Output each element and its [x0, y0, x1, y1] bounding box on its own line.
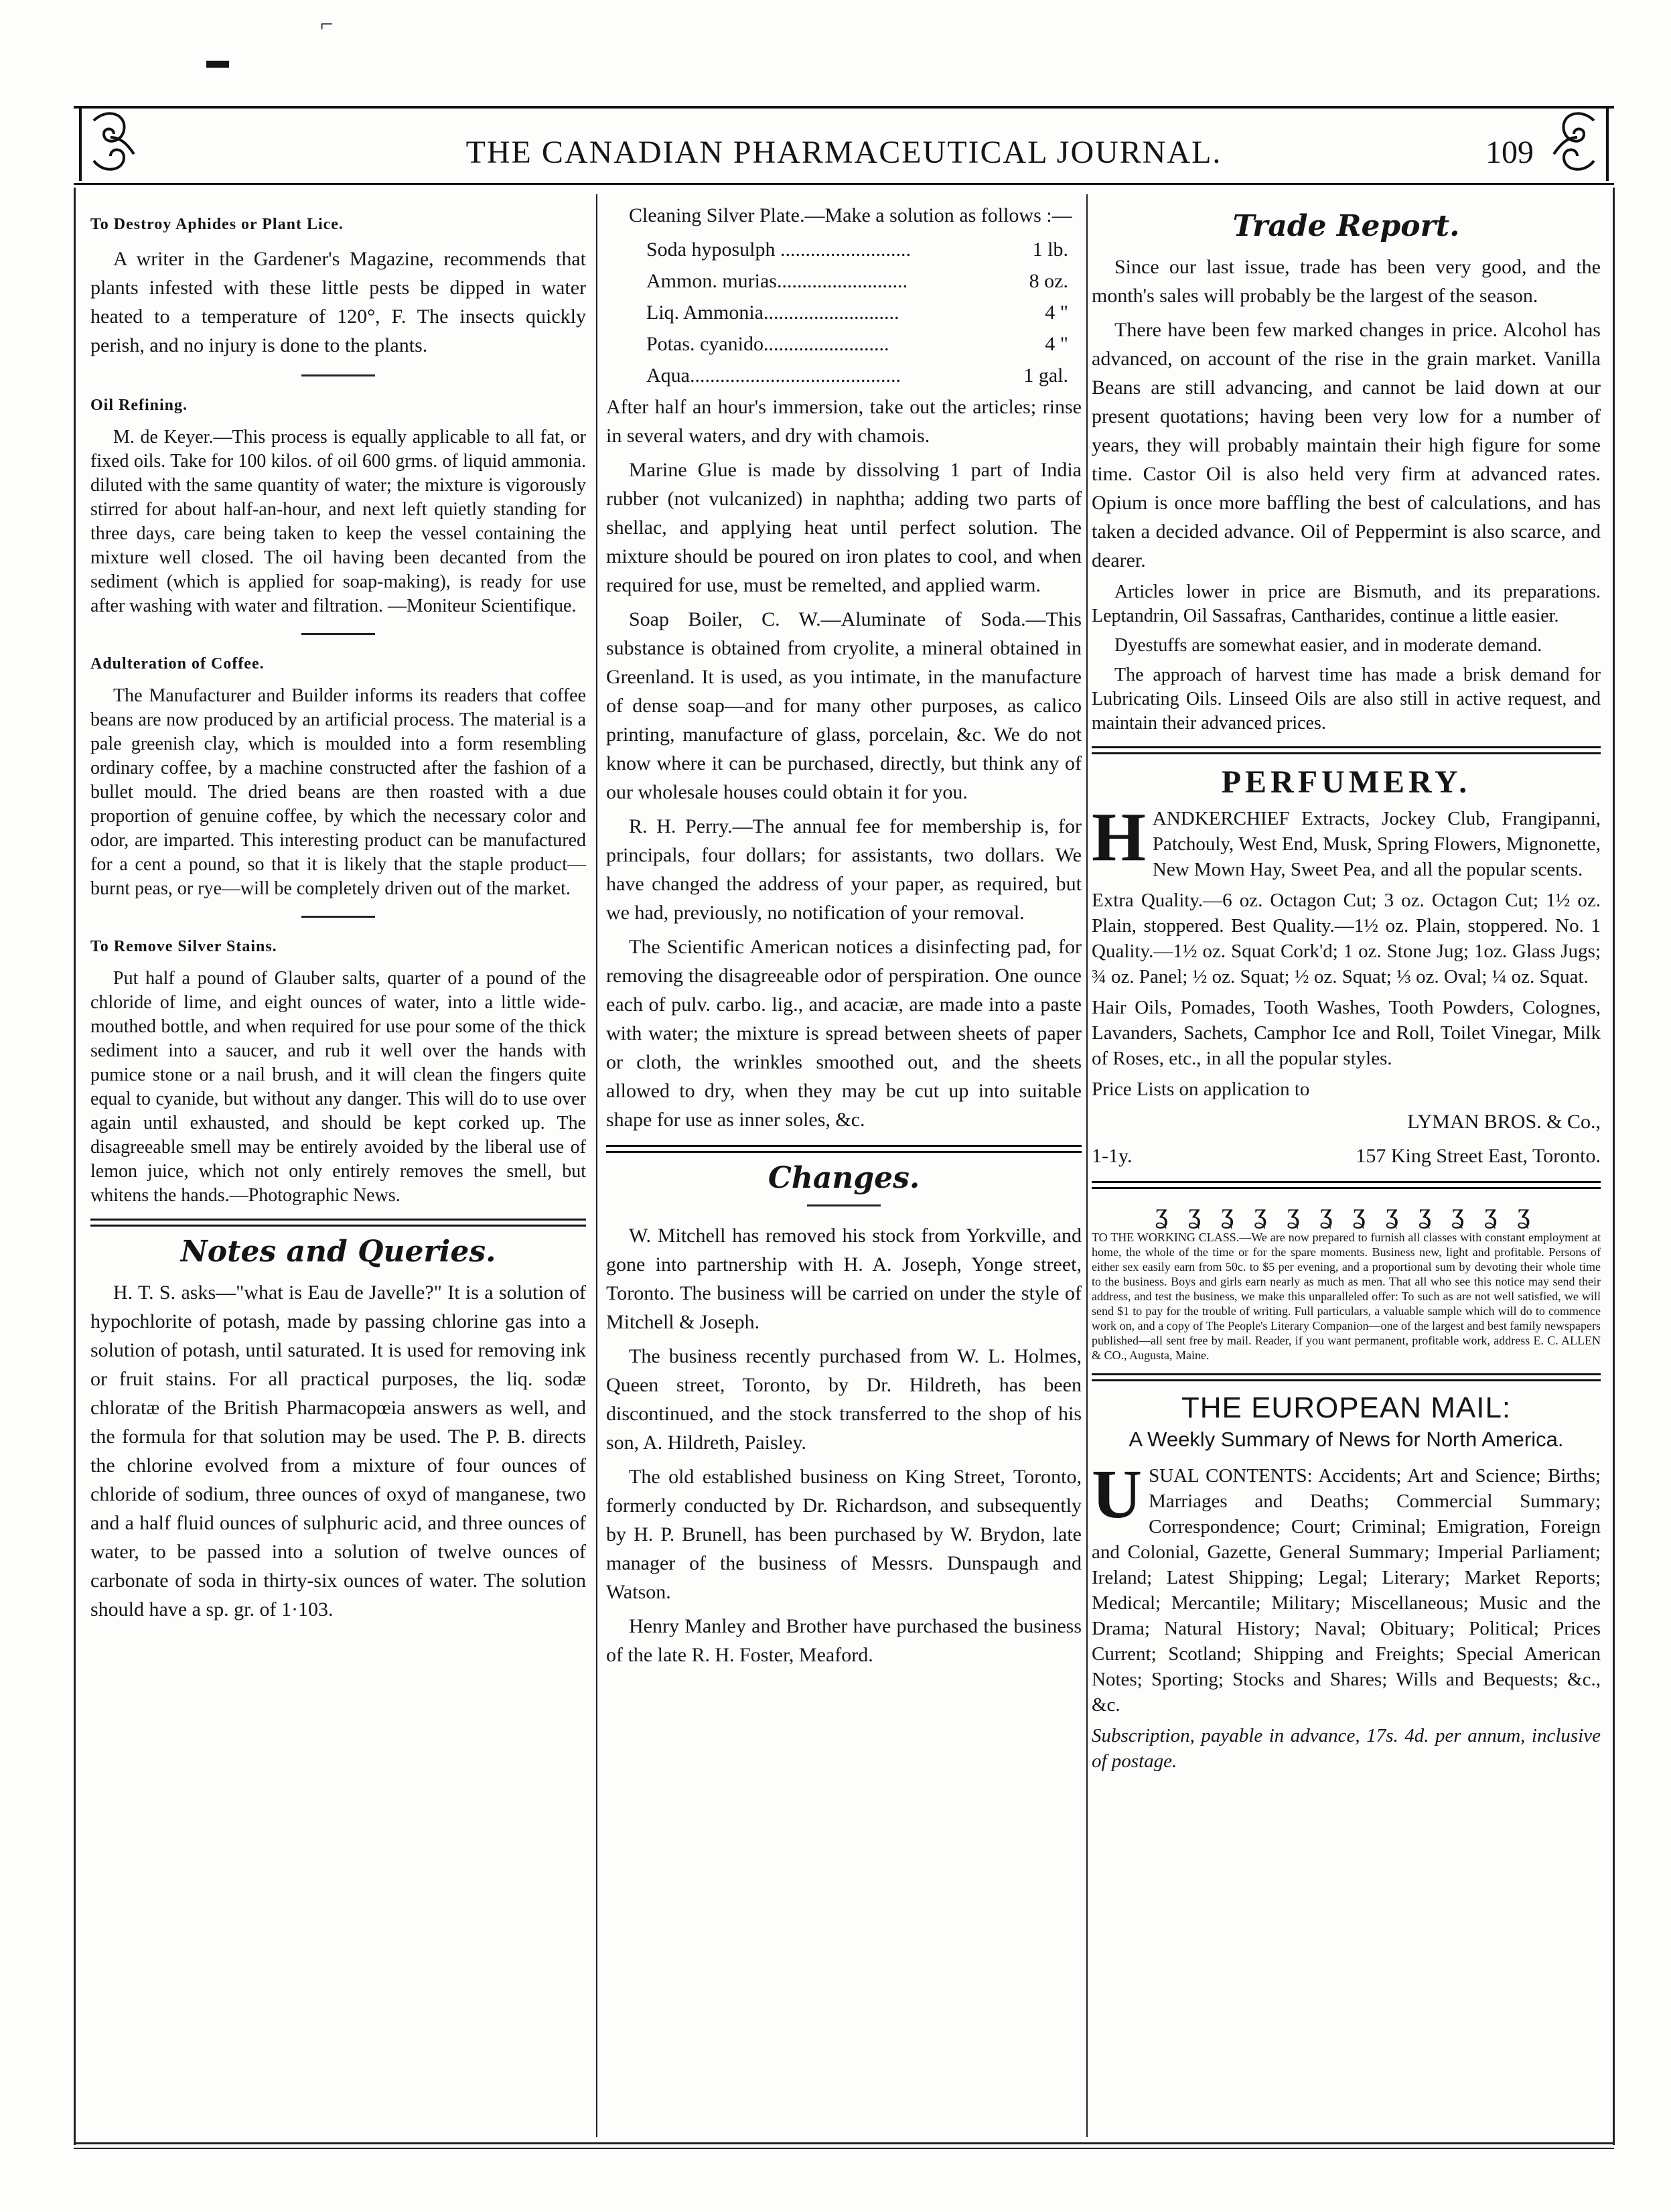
article-body: After half an hour's immersion, take out the articles; rinse in several waters, and dry with chamois.: [606, 396, 1082, 447]
ad-body: HANDKERCHIEF Extracts, Jockey Club, Frangipanni, Patchouly, West End, Musk, Spring Flowers, Mignonette, New Mown Hay, Sweet Pea, and all the popular scents.: [1092, 799, 1601, 880]
page-number: 109: [1485, 135, 1534, 170]
recipe-line: Ammon. murias.......................... 8 oz.: [646, 270, 1068, 292]
ad-firm: LYMAN BROS. & Co.,: [1407, 1111, 1601, 1133]
trade-paragraph: Articles lower in price are Bismuth, and its preparations. Leptandrin, Oil Sassafras, Cantharides, continue a little easier.: [1092, 581, 1601, 626]
stray-mark: ▬: [206, 48, 229, 73]
section-rule: [1092, 1181, 1601, 1189]
column-divider: [596, 194, 597, 2137]
ad-title: THE EUROPEAN MAIL:: [1181, 1391, 1512, 1424]
recipe-line: Liq. Ammonia........................... 4 ": [646, 301, 1068, 324]
section-heading: Changes.: [768, 1161, 920, 1195]
ad-subscription: Subscription, payable in advance, 17s. 4d. per annum, inclusive of postage.: [1092, 1725, 1601, 1772]
section-rule: [301, 916, 375, 918]
trade-paragraph: Since our last issue, trade has been very good, and the month's sales will probably be the largest of the season.: [1092, 256, 1601, 307]
section-rule: [301, 633, 375, 635]
section-rule: [1092, 1373, 1601, 1381]
article-heading: To Destroy Aphides or Plant Lice.: [90, 216, 344, 233]
change-item: Henry Manley and Brother have purchased the business of the late R. H. Foster, Meaford.: [606, 1615, 1082, 1666]
article-body: The Scientific American notices a disinfecting pad, for removing the disagreeable odor of perspiration. One ounce each of pulv. carbo. lig., and acaciæ, are made into a paste with water; the mixture is spread between sheets of paper or cloth, the wrinkles smoothed out, and the sheets allowed to dry, when they may be cut up into suitable shape for use as inner soles, &c.: [606, 936, 1082, 1131]
page-header: [74, 100, 1614, 188]
recipe-list: [606, 235, 1082, 390]
section-rule: [807, 1204, 881, 1206]
ad-body: Hair Oils, Pomades, Tooth Washes, Tooth Powders, Colognes, Lavanders, Sachets, Camphor Ice and Roll, Toilet Vinegar, Milk of Roses, etc., in all the popular styles.: [1092, 997, 1601, 1069]
header-rule: [74, 106, 1614, 109]
column-left: [90, 201, 586, 1629]
ad-body: USUAL CONTENTS: Accidents; Art and Science; Births; Marriages and Deaths; Commercial Summary; Correspondence; Court; Criminal; Emigration, Foreign and Colonial, Gazette, General Summary; Imperial Parliament; Ireland; Latest Shipping; Legal; Literary; Market Reports; Medical; Mercantile; Military; Miscellaneous; Music and the Drama; Natural History; Naval; Obituary; Political; Prices Current; Scotland; Shipping and Freights; Special American Notes; Sporting; Stocks and Shares; Wills and Bequests; &c., &c.: [1092, 1456, 1601, 1716]
trade-paragraph: There have been few marked changes in price. Alcohol has advanced, on account of the rise in the grain market. Vanilla Beans are still advancing, and cannot be laid down at our present quotations; having been very low for a number of years, they will probably maintain their high figure for some time. Castor Oil is also held very firm at advanced rates. Opium is once more baffling the best of calculations, and has taken a decided advance. Oil of Peppermint is also scarce, and dearer.: [1092, 319, 1601, 571]
article-body: Soap Boiler, C. W.—Aluminate of Soda.—This substance is obtained from cryolite, a mineral obtained in Greenland. It is used, as you intimate, in the manufacture of dense soap—and for many other purposes, as calico printing, manufacture of glass, porcelain, &c. We do not know where it can be purchased, directly, but think any of our wholesale houses could obtain it for you.: [606, 608, 1082, 803]
article-body: Marine Glue is made by dissolving 1 part of India rubber (not vulcanized) in naphtha; adding two parts of shellac, and applying heat until perfect solution. The mixture should be poured on iron plates to cool, and when required for use, must be remelted, and applied warm.: [606, 459, 1082, 596]
recipe-line: Aqua.......................................... 1 gal.: [646, 364, 1068, 387]
column-divider: [1086, 194, 1088, 2137]
section-rule: [301, 374, 375, 376]
article-body: R. H. Perry.—The annual fee for membership is, for principals, four dollars; for assistants, two dollars. We have changed the address of your paper, as required, but we had, previously, no notification of your removal.: [606, 815, 1082, 924]
corner-ornament-icon: [1540, 100, 1614, 188]
trade-paragraph: The approach of harvest time has made a brisk demand for Lubricating Oils. Linseed Oils are also still in active request, and maintain their advanced prices.: [1092, 665, 1601, 734]
article-body: H. T. S. asks—"what is Eau de Javelle?" It is a solution of hypochlorite of potash, made by passing chlorine gas into a solution of potash, until saturated. It is used for removing ink or fruit stains. For all practical purposes, the liq. sodæ chloratæ of the British Pharmacopœia answers as well, and the formula for that solution may be used. The P. B. directs the chlorine evolved from a mixture of four ounces of chloride of sodium, three ounces of oxyd of manganese, two and a half fluid ounces of sulphuric acid, and three ounces of water, to be passed into a solution of twelve ounces of carbonate of soda in thirty-six ounces of water. The solution should have a sp. gr. of 1·103.: [90, 1282, 586, 1620]
article-body: A writer in the Gardener's Magazine, recommends that plants infested with these little pests be dipped in water heated to a temperature of 120°, F. The insects quickly perish, and no injury is done to the plants.: [90, 248, 586, 356]
drop-cap: H: [1092, 799, 1146, 876]
article-heading: To Remove Silver Stains.: [90, 938, 277, 955]
ad-body: Price Lists on application to: [1092, 1079, 1310, 1100]
section-heading: Trade Report.: [1232, 209, 1460, 243]
european-mail-advertisement: [1092, 1393, 1601, 1774]
change-item: W. Mitchell has removed his stock from Yorkville, and gone into partnership with H. A. Joseph, Yonge street, Toronto. The business will be carried on under the style of Mitchell & Joseph.: [606, 1225, 1082, 1333]
change-item: The old established business on King Street, Toronto, formerly conducted by Dr. Richardson, and subsequently by H. P. Brunell, has been purchased by W. Brydon, late manager of the business of Messrs. Dunspaugh and Watson.: [606, 1466, 1082, 1603]
section-heading: Notes and Queries.: [180, 1235, 496, 1269]
drop-cap: U: [1092, 1456, 1143, 1533]
section-rule: [1092, 746, 1601, 754]
article-heading: Oil Refining.: [90, 397, 188, 414]
article-body: The Manufacturer and Builder informs its readers that coffee beans are now produced by an artificial process. The material is a pale greenish clay, which is moulded into a form resembling ordinary coffee, by a machine constructed after the fashion of a bullet mould. The dried beans are then roasted with a due proportion of genuine coffee, by which the necessary color and odor, are imparted. This interesting product can be manufactured for a cent a pound, so that it is likely that the staple product—burnt peas, or rye—will be completely driven out of the market.: [90, 685, 586, 899]
ad-code: 1-1y.: [1092, 1145, 1133, 1167]
article-heading: Adulteration of Coffee.: [90, 655, 265, 673]
ad-subtitle: A Weekly Summary of News for North America.: [1129, 1428, 1564, 1451]
working-class-advertisement: [1092, 1200, 1601, 1363]
page-frame: [74, 188, 76, 2145]
recipe-line: Soda hyposulph .......................... 1 lb.: [646, 238, 1068, 261]
change-item: The business recently purchased from W. L. Holmes, Queen street, Toronto, by Dr. Hildreth, has been discontinued, and the stock transferred to the shop of his son, A. Hildreth, Paisley.: [606, 1345, 1082, 1454]
ad-title: PERFUMERY.: [1221, 764, 1471, 800]
ad-footer: [1092, 1142, 1601, 1170]
ad-body: TO THE WORKING CLASS.—We are now prepared to furnish all classes with constant employment at home, the whole of the time or for the spare moments. Business new, light and profitable. Persons of either sex easily earn from 50c. to $5 per evening, and a proportional sum by devoting their whole time to the business. Boys and girls earn nearly as much as men. That all who see this notice may send their address, and test the business, we make this unparalleled offer: To such as are not well satisfied, we will send $1 to pay for the trouble of writing. Full particulars, a valuable sample which will do to commence work on, and a copy of The People's Literary Companion—one of the largest and best family newspapers published—all sent free by mail. Reader, if you want permanent, profitable work, address E. C. ALLEN & CO., Augusta, Maine.: [1092, 1231, 1601, 1362]
header-rule: [74, 183, 1614, 185]
stray-mark: ⌐: [320, 12, 334, 37]
perfumery-advertisement: [1092, 764, 1601, 1170]
trade-paragraph: Dyestuffs are somewhat easier, and in moderate demand.: [1114, 635, 1542, 656]
ad-body: Extra Quality.—6 oz. Octagon Cut; 3 oz. Octagon Cut; 1½ oz. Plain, stoppered. Best Quality.—1½ oz. Plain, stoppered. No. 1 Quality.—1½ oz. Squat Cork'd; 1 oz. Stone Jug; 1oz. Glass Jugs; ¾ oz. Panel; ½ oz. Squat; ½ oz. Squat; ⅓ oz. Oval; ¼ oz. Squat.: [1092, 890, 1601, 987]
page-frame: [1613, 188, 1615, 2145]
section-rule: [606, 1145, 1082, 1153]
article-body: Put half a pound of Glauber salts, quarter of a pound of the chloride of lime, and eight ounces of water, into a little wide-mouthed bottle, and when required for use pour some of the thick sediment into a saucer, and rub it well over the hands with pumice stone or a nail brush, and it will clean the fingers quite equal to cyanide, but without any danger. This will do to use over again until exhausted, and should be kept corked up. The disagreeable smell may be entirely avoided by the liberal use of lemon juice, which not only entirely removes the smell, but whitens the hands.—Photographic News.: [90, 968, 586, 1206]
journal-title: THE CANADIAN PHARMACEUTICAL JOURNAL.: [465, 135, 1222, 170]
section-rule: [90, 1219, 586, 1227]
page-frame: [74, 2148, 1614, 2149]
column-middle: [606, 201, 1082, 1675]
recipe-line: Potas. cyanido......................... 4 ": [646, 333, 1068, 355]
article-body: M. de Keyer.—This process is equally applicable to all fat, or fixed oils. Take for 100 kilos. of oil 600 grms. of liquid ammonia. diluted with the same quantity of water; the mixture is vigorously stirred for about half-an-hour, and next left quietly standing for three days, care being taken to keep the vessel containing the mixture well closed. The oil having been decanted from the sediment (which is applied for soap-making), is ready for use after washing with water and filtration. —Moniteur Scientifique.: [90, 427, 586, 616]
article-body: Cleaning Silver Plate.—Make a solution as follows :—: [629, 204, 1072, 226]
page-frame: [74, 2142, 1614, 2144]
ornament-row: ʓ ʓ ʓ ʓ ʓ ʓ ʓ ʓ ʓ ʓ ʓ ʓ: [1155, 1198, 1537, 1229]
column-right: [1092, 201, 1601, 1779]
ad-address: 157 King Street East, Toronto.: [1356, 1145, 1601, 1167]
